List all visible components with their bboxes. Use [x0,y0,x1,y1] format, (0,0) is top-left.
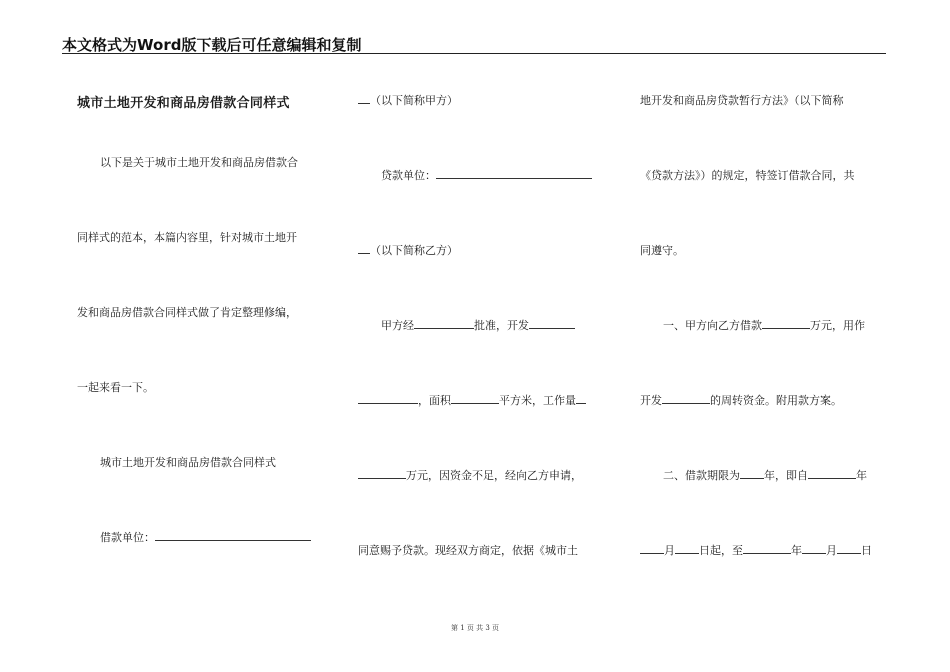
blank-line [662,394,710,404]
text-segment: 一、甲方向乙方借款 [663,319,762,332]
blank-line [675,544,699,554]
paragraph-line [640,392,842,408]
paragraph-line: 地开发和商品房贷款暂行方法》（以下简称 [640,94,844,107]
paragraph-line [640,542,872,558]
text-segment: ，面积 [418,394,451,407]
text-segment: 批准，开发 [474,319,529,332]
text-segment: 二、借款期限为 [663,469,740,482]
paragraph-line: 同意赐予贷款。现经双方商定，依据《城市土 [358,544,578,557]
paragraph-line [358,467,582,483]
text-segment: 万元，因资金不足，经向乙方申请， [406,469,582,482]
blank-line [762,319,810,329]
paragraph-line: 一起来看一下。 [77,381,154,394]
paragraph-line [358,242,458,258]
party-b-label: （以下简称乙方） [370,244,458,257]
blank-line [808,469,856,479]
paragraph-line: 同样式的范本，本篇内容里，针对城市土地开 [77,231,297,244]
paragraph-line: 《贷款方法》）的规定，特签订借款合同，共 [640,169,855,182]
blank-line [802,544,826,554]
paragraph-line [358,92,458,108]
blank-line [451,394,499,404]
blank-line [640,544,664,554]
borrower-field [100,529,311,545]
page-footer: 第 1 页 共 3 页 [450,624,500,632]
text-segment: 开发 [640,394,662,407]
clause-1-line [663,317,865,333]
text-segment: 日 [861,544,872,557]
blank-line [837,544,861,554]
document-header: 本文格式为Word版下载后可任意编辑和复制 [62,36,362,54]
text-segment: 年 [791,544,802,557]
blank-line [358,94,370,104]
text-segment: 的周转资金。附用款方案。 [710,394,842,407]
blank-line [740,469,764,479]
text-segment: 月 [664,544,675,557]
paragraph-line: 同遵守。 [640,244,684,257]
text-segment: 年 [856,469,867,482]
header-divider [62,53,886,54]
text-segment: 平方米，工作量 [499,394,576,407]
blank-line [358,469,406,479]
paragraph-line [358,392,586,408]
lender-label: 贷款单位： [381,169,436,182]
borrower-label: 借款单位： [100,531,155,544]
document-title: 城市土地开发和商品房借款合同样式 [77,96,290,111]
paragraph-line: 以下是关于城市土地开发和商品房借款合 [100,156,298,169]
blank-line [358,244,370,254]
text-segment: 月 [826,544,837,557]
text-segment: 日起，至 [699,544,743,557]
paragraph-line [381,317,575,333]
blank-line [414,319,474,329]
blank-line [155,531,311,541]
text-segment: 年，即自 [764,469,808,482]
blank-line [529,319,575,329]
party-a-label: （以下简称甲方） [370,94,458,107]
section-subtitle: 城市土地开发和商品房借款合同样式 [100,456,276,469]
blank-line [743,544,791,554]
blank-line [576,394,586,404]
text-segment: 甲方经 [381,319,414,332]
blank-line [436,169,592,179]
text-segment: 万元，用作 [810,319,865,332]
paragraph-line: 发和商品房借款合同样式做了肯定整理修编， [77,306,297,319]
blank-line [358,394,418,404]
clause-2-line [663,467,867,483]
lender-field [381,167,592,183]
